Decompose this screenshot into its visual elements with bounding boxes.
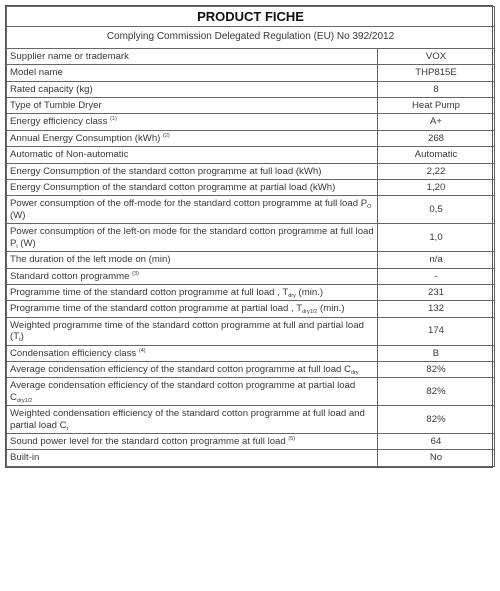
row-label [7, 65, 378, 81]
unit-suffix: (W) [10, 209, 26, 221]
symbol: P [360, 198, 368, 210]
label-text: Energy Consumption of the standard cotton programme at full load (kWh) [10, 165, 322, 177]
row-label [7, 163, 378, 179]
table-row [7, 224, 495, 252]
row-value: Automatic [378, 147, 495, 163]
label-text: Rated capacity (kg) [10, 83, 93, 95]
symbol: C [10, 391, 17, 403]
row-label [7, 252, 378, 268]
table-row [7, 345, 495, 361]
footnote-ref: (1) [110, 116, 117, 123]
row-label [7, 378, 378, 406]
row-label [7, 301, 378, 317]
row-label [7, 130, 378, 146]
row-label [7, 98, 378, 114]
row-label [7, 361, 378, 377]
row-value: - [378, 268, 495, 284]
footnote-ref: (5) [288, 435, 296, 442]
row-label [7, 268, 378, 284]
row-value: 174 [378, 317, 495, 345]
symbol: C [59, 419, 67, 431]
row-value: 82% [378, 406, 495, 434]
symbol: (T [10, 331, 20, 343]
unit-suffix: (W) [17, 237, 36, 249]
unit-suffix: ) [20, 331, 24, 343]
table-row [7, 433, 495, 449]
footnote-ref: (3) [132, 270, 139, 277]
row-value: 231 [378, 284, 495, 300]
title-row [7, 7, 495, 27]
table-row [7, 147, 495, 163]
label-text: Average condensation efficiency of the standard cotton programme at partial load [10, 380, 356, 392]
label-text: Automatic of Non-automatic [10, 149, 129, 161]
product-fiche-sheet [5, 5, 493, 468]
table-row [7, 284, 495, 300]
row-value: THP815E [378, 65, 495, 81]
table-row [7, 180, 495, 196]
table-row [7, 81, 495, 97]
symbol-subscript: l [16, 243, 18, 250]
symbol-subscript: t [19, 337, 21, 344]
symbol-subscript: dry1/2 [16, 397, 33, 404]
row-label [7, 147, 378, 163]
label-text: Model name [10, 67, 63, 79]
table-row [7, 65, 495, 81]
row-label [7, 345, 378, 361]
symbol: T [296, 303, 303, 315]
row-value: A+ [378, 114, 495, 130]
table-row [7, 114, 495, 130]
row-label [7, 284, 378, 300]
row-label [7, 180, 378, 196]
row-value: 8 [378, 81, 495, 97]
label-text: Condensation efficiency class [10, 347, 137, 359]
page-title: PRODUCT FICHE [7, 7, 495, 27]
row-value: 268 [378, 130, 495, 146]
row-value: Heat Pump [378, 98, 495, 114]
label-text: Type of Tumble Dryer [10, 100, 102, 112]
label-text: The duration of the left mode on (min) [10, 254, 171, 266]
row-value: 64 [378, 433, 495, 449]
table-row [7, 163, 495, 179]
label-text: Weighted programme time of the standard cotton programme at full and partial load [10, 319, 364, 331]
table-row [7, 130, 495, 146]
row-value: 1,20 [378, 180, 495, 196]
label-text: Standard cotton programme [10, 270, 130, 282]
row-value: B [378, 345, 495, 361]
table-row [7, 252, 495, 268]
table-row [7, 450, 495, 466]
label-text: Average condensation efficiency of the standard cotton programme at full load [10, 363, 342, 375]
label-text: Annual Energy Consumption (kWh) [10, 132, 161, 144]
label-text: Built-in [10, 452, 40, 464]
row-value: No [378, 450, 495, 466]
label-text: Energy efficiency class [10, 116, 108, 128]
product-fiche-table [6, 6, 495, 467]
row-value: 0,5 [378, 196, 495, 224]
label-text: Energy Consumption of the standard cotton programme at partial load (kWh) [10, 182, 336, 194]
table-row [7, 317, 495, 345]
row-label [7, 224, 378, 252]
row-label [7, 317, 378, 345]
row-value: 132 [378, 301, 495, 317]
table-row [7, 196, 495, 224]
symbol: P [10, 237, 17, 249]
label-text: Programme time of the standard cotton programme at partial load , [10, 303, 294, 315]
label-text: Weighted condensation efficiency of the standard cotton programme at full load and partial load [10, 408, 365, 431]
label-text: Power consumption of the off-mode for the standard cotton programme at full load [10, 198, 359, 210]
row-value: 82% [378, 361, 495, 377]
row-value: 82% [378, 378, 495, 406]
symbol-subscript: O [367, 204, 372, 211]
table-row [7, 361, 495, 377]
row-label [7, 81, 378, 97]
table-row [7, 406, 495, 434]
label-text: Programme time of the standard cotton programme at full load , [10, 286, 280, 298]
regulation-subtitle: Complying Commission Delegated Regulation (EU) No 392/2012 [7, 27, 495, 48]
subtitle-row [7, 27, 495, 48]
label-text: Sound power level for the standard cotton programme at full load [10, 435, 286, 447]
symbol-subscript: dry [350, 369, 359, 376]
row-value: n/a [378, 252, 495, 268]
row-label [7, 48, 378, 64]
table-row [7, 98, 495, 114]
row-label [7, 433, 378, 449]
row-label [7, 196, 378, 224]
symbol-subscript: dry1/2 [302, 309, 318, 316]
row-label [7, 406, 378, 434]
symbol-subscript: dry [288, 292, 296, 299]
label-text: Supplier name or trademark [10, 50, 129, 62]
footnote-ref: (4) [138, 347, 146, 354]
table-row [7, 48, 495, 64]
footnote-ref: (2) [163, 132, 170, 139]
symbol: T [282, 286, 289, 298]
row-label [7, 450, 378, 466]
table-row [7, 301, 495, 317]
unit-suffix: (min.) [317, 303, 345, 315]
table-row [7, 378, 495, 406]
row-label [7, 114, 378, 130]
unit-suffix: (min.) [295, 286, 324, 298]
row-value: 2,22 [378, 163, 495, 179]
row-value: VOX [378, 48, 495, 64]
symbol: C [344, 363, 351, 375]
label-text: Power consumption of the left-on mode for the standard cotton programme at full load [10, 226, 374, 238]
symbol-subscript: t [66, 425, 69, 432]
row-value: 1,0 [378, 224, 495, 252]
table-row [7, 268, 495, 284]
